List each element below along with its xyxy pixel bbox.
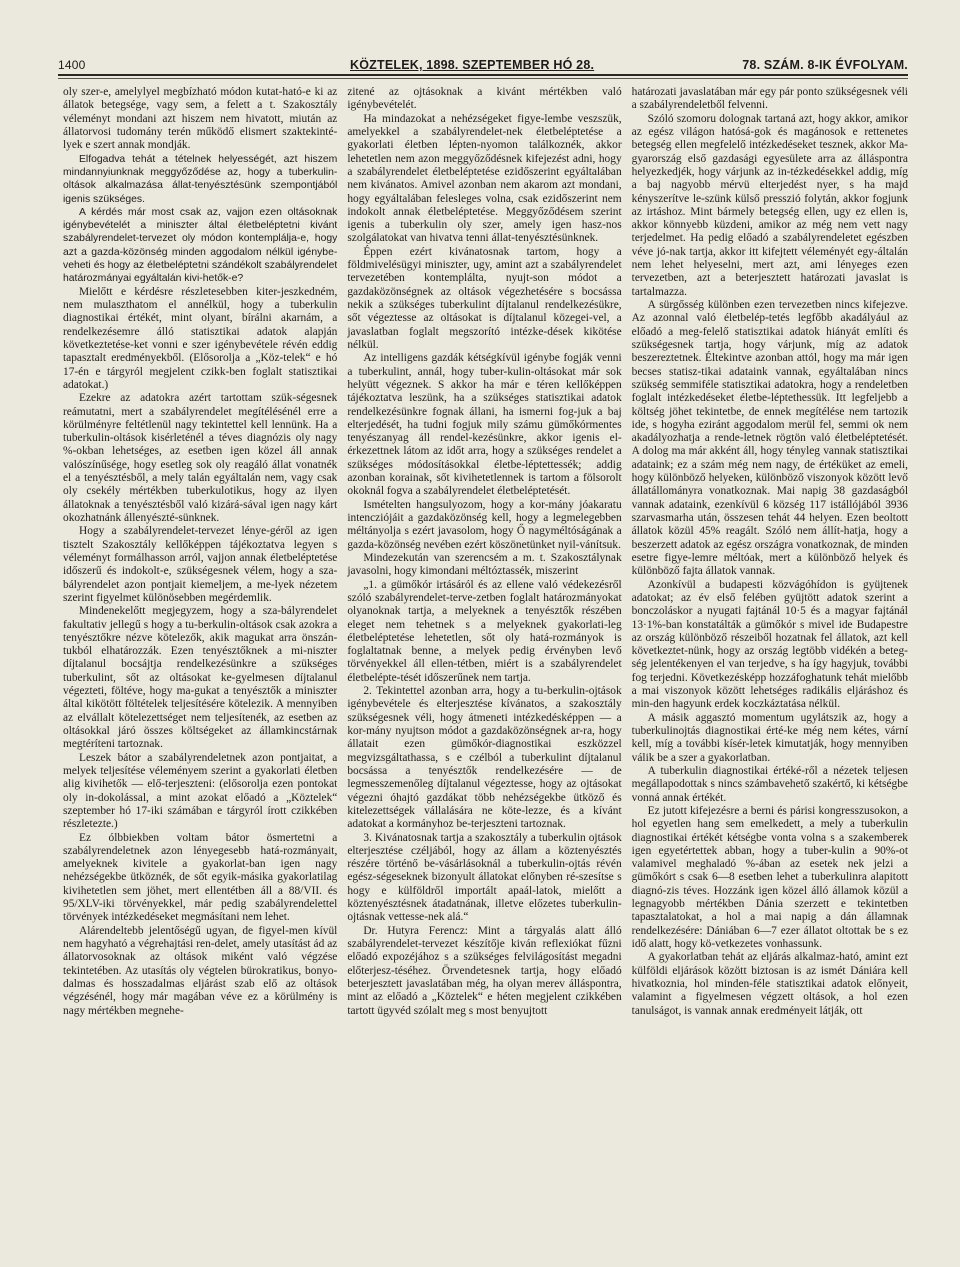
paragraph: A sürgősség különben ezen tervezetben nincs kifejezve. Az azonnal való életbelép-tetés legfőbb akadályául az előadó a meg-felelő statisztikai adatok hiányát említi és szükségesnek tartja, hogy várjunk, míg az adatok beszereztetnek. Éltekintve azonban attól, hogy ma már igen becses statisz-tikai adataink vannak, egyáltalában nincs szükség semmiféle statisztikai adatokra, hogy a rendeletben foglalt intézkedéseket életbe-léptethessük. Itt legfeljebb a költség jöhet tekintetbe, de ennek megítélése nem tartozik ide, s hogyha eziránt aggodalom merül fel, semmi ok nem akadályozhatja a rende-letnek rögtön való életbeléptetését. A dolog ma már akként áll, hogy tényleg vannak statisztikai adataink; ez a szám még nem nagy, de értéküket az emeli, hogy különböző helyeken, különböző viszonyok között levő állatállományra vonatkoznak. Mai napig 38 gazdaságból vannak adataink, ezenkívül 6 község 117 istállójából 3936 szarvasmarha után, összesen tehát 44 helyen. Ezen beoltott állatok közül 45% reagált. Szóló nem állít-hatja, hogy a beszerzett adatok az egész országra vonatkoznak, de minden esetre figye-lemre méltóak, mert a különböző helyek és különböző fajta állatok vannak. (631, 299, 908, 578)
text-column-middle (347, 86, 621, 1256)
paragraph: határozati javaslatában már egy pár ponto szükségesnek véli a szabályrendeletből felvenni. (631, 86, 908, 112)
paragraph: Ez ólbbiekben voltam bátor ösmertetni a szabályrendeletnek azon lényegesebb hatá-rozmányait, amelyeknek kivitele a gyakorlat-ban igen nagy nehézségekbe ütköznék, de sőt egyik-másika gyakorlatilag kivihetetlen sem jöhet, mert ellentétben áll a 88/VII. és 95/XLV-iki törvényekkel, már pedig szabályrendelettel törvények intézkedéseket megmásítani nem lehet. (63, 831, 338, 924)
paragraph: A kérdés már most csak az, vajjon ezen oltásoknak igénybevételét a miniszter által életbeléptetni kivánt szabályrendelet-tervezet oly módon kontemplálja-e, hogy azt a gazda-közönség minden aggodalom nélkül igénybe-veheti és hogy az életbeléptetni szándékolt szabályrendelet határozmányai egyáltalán kivi-hetők-e? (63, 206, 338, 285)
paragraph: Mindezekután van szerencsém a m. t. Szakosztálynak javasolni, hogy kimondani méltóztassék, miszerint (347, 551, 622, 578)
paragraph: oly szer-e, amelylyel megbízható módon kutat-ható-e ki az állatok betegsége, vagy sem, a felett a t. Szakosztály véleményt mondani azt hiszem nem hivatott, miután az állatorvosi tudomány terén működő elismert szaktekinté-lyek e szert annak mondják. (63, 86, 338, 152)
paragraph: Hogy a szabályrendelet-tervezet lénye-géről az igen tisztelt Szakosztály kellőképpen tájékoztatva legyen s véleményt formálhasson arról, vajjon annak életbeléptetése időszerű és indokolt-e, szükségesnek vélem, hogy a sza-bályrendelet azon pontjait kiemeljem, a me-lyek nézetem szerint figyelmet különösebben megérdemlik. (63, 525, 338, 604)
paragraph: Az intelligens gazdák kétségkívül igénybe fogják venni a tuberkulint, annál, hogy tuber-kulin-oltásokat már sok helyütt végeznek. S akkor ha már e téren kellőképpen tájékoztatva leszünk, ha a szükséges statisztikai adatok rendelkezésünkre fognak állani, ha ismerni fog-juk a baj elterjedését, ha tudni fogjuk mily számu gümőkórmentes tenyészanyag áll rendel-kezésünkre, akkor igenis el-érkezettnek látom az időt arra, hogy a szükséges rendelet a szükséges módosításokkal életbe-léptettessék; addig azonban korainak, sőt kivihetetlennek is tartom a fölsorolt okoknál fogva a szabályrendelet életbeléptetését. (347, 352, 622, 498)
paragraph: Szóló szomoru dolognak tartaná azt, hogy akkor, amikor az egész világon hatósá-gok és magánosok e rettenetes betegség ellen megfelelő intézkedéseket tesznek, akkor Ma-gyarország első gazdasági egyesülete arra az álláspontra helyezkedjék, hogy várjunk az in-tézkedésekkel addig, míg a baj nagyobb mérvü elterjedést nyer, s ha majd kényszerítve le-szünk külső presszió folytán, akkor fogjunk az irtáshoz. Mint bármely betegség ellen, ugy ez ellen is, akkor könnyebb küzdeni, amikor az még nem vett nagy terjedelmet. Ha pedig előadó a szabályrendeletet egészben véve jó-nak tartja, akkor itt kifejtett véleményét egy-általán nem lehet helyeselni, mert azt, ami lényeges ezen tervezetben, azt a beterjesztett határozati javaslat is tartalmazza. (631, 112, 908, 298)
paragraph: A tuberkulin diagnostikai értéké-ről a nézetek teljesen megállapodottak s nincs számbavehető szakértő, ki kétségbe vonná annak értékét. (631, 764, 908, 804)
paragraph: zitené az ojtásoknak a kivánt mértékben való igénybevételét. (347, 86, 622, 112)
publication-title: KÖZTELEK, 1898. SZEPTEMBER HÓ 28. (350, 58, 595, 72)
paragraph: Leszek bátor a szabályrendeletnek azon pontjaitat, a melyek teljesítése véleményem szerint a gyakorlati életben alig kivihetők — elő-terjeszteni: (elősorolja ezen pontokat oly in-dokolással, a mint azokat előadó a „Köztelek“ szeptember hó 17-iki számában e tárgyról írott czikkében részletezte.) (63, 751, 338, 831)
issue-label: 78. SZÁM. 8-IK ÉVFOLYAM. (742, 58, 908, 72)
header-rule (58, 74, 908, 76)
article-columns (63, 86, 908, 1256)
paragraph: Dr. Hutyra Ferencz: Mint a tárgyalás alatt álló szabályrendelet-tervezet készítője kiván reflexiókat fűzni előadó expozéjához s a szükséges felvilágosítást megadni előterjesz-téséhez. Örvendetesnek tartja, hogy előadó beterjesztett javaslatában még, ha olyan merev álláspontra, mint az előadó a „Köztelek“ e héten megjelent czikkében tartott ügyvéd szólalt meg s most benyujtott (347, 924, 622, 1017)
paragraph: Ha mindazokat a nehézségeket figye-lembe veszszük, amelyekkel a szabályrendelet-nek életbeléptetése a gyakorlati életben lépten-nyomon találkoznék, akkor lehetetlen nem azon meggyőződésnek kifejezést adni, hogy a szabályrendelet életbeléptetése ezidőszerint egyáltalában nem kivánatos. Amivel azonban nem akarom azt mondani, hogy egyáltalában felesleges volna, csak ezidőszerint nem indokolt annak életbeléptetése. Meggyőződésem szerint igenis a tuberkulin oly szer, amely igen hasz-nos szolgálatokat van hivatva tenni állat-tenyésztésünknek. (347, 112, 622, 245)
page-number: 1400 (58, 58, 86, 72)
paragraph: Éppen ezért kivánatosnak tartom, hogy a földmivelésügyi miniszter, ugy, amint azt a szabályrendelet tervezetében kontemplálta, nyujt-son módot a gazdaközönségnek az oltások végezhetésére s bocsássa nekik a szükséges tuberkulint díjtalanul rendelkezésükre, sőt végeztesse az oltásokat is díjtalanul közegei-vel, a javaslatban foglalt megszorító intézke-dések kikötése nélkül. (347, 245, 622, 351)
paragraph: 2. Tekintettel azonban arra, hogy a tu-berkulin-ojtások igénybevétele és elterjesztése kívánatos, a szakosztály szükségesnek véli, hogy átmeneti intézkedésképpen — a kor-mány nyujtson módot a gazdaközönségnek ar-ra, hogy állatait ezen gümőkór-diagnostikai eszközzel megvizsgáltathassa, s e czélból a tuberkulint díjtalanul bocsássa a tenyésztők rendelkezésére — de legmesszemenőleg díjtalanul végeztesse, hogy az ojtásokat végezni óhajtó gazdákat több nehézségekbe ütköző és kitelezettségek vállalására ne köte-lezze, és a kívánt adatokat a kormányhoz be-terjeszteni tartoznak. (347, 685, 622, 831)
paragraph: Elfogadva tehát a tételnek helyességét, azt hiszem mindannyiunknak meggyőződése az, hogy a tuberkulin-oltások alkalmazása állat-tenyésztésünk szempontjából igenis szükséges. (63, 153, 338, 205)
text-column-right (632, 86, 908, 1256)
paragraph: A másik aggasztó momentum ugylátszik az, hogy a tuberkulinojtás diagnostikai érté-ke még nem kétes, vární kell, míg a további kísér-letek kimutatják, hogy mennyiben válik be a szer a gyakorlatban. (631, 711, 908, 764)
paragraph: Ez jutott kifejezésre a berni és párisi kongresszusokon, a hol egyetlen hang sem emelkedett, a mely a tuberkulin diagnostikai értékét kétségbe vonta volna s a szakemberek igen egyetértettek abban, hogy a tuber-kulin a 90%-ot valamivel meghaladó %-ában az esetek nek jelzi a gümőkórt s csak 6—8 esetben lehet a tuberkulinra alapitott diagnó-zis téves. Hozzánk igen közel álló államok közül a legnagyobb mértékben Dánia szerzett e tekintetben tapasztalatokat, a hol a mai napig a dán államnak rendelkezésére: Dániában 6—7 ezer állatot oltottak be s ez idő alatt, hogy kö-vetkezetes vonhassunk. (631, 804, 908, 950)
paragraph: „1. a gümőkór irtásáról és az ellene való védekezésről szóló szabályrendelet-terve-zetben foglalt határozmányokat olyanoknak tartja, a melyeknek a tenyésztők részében eleget nem tehetnek s a melyeknek gyakorlati-leg életbeléptetése lehetetlen, sőt oly hatá-rozmányok is foglaltatnak benne, a melyek pedig érvényben levő törvényekkel áll ellen-tétben, miért is a szabályrendelet életbelépte-tését időszerűnek nem tartja. (347, 578, 622, 684)
paragraph: 3. Kivánatosnak tartja a szakosztály a tuberkulin ojtások elterjesztése czéljából, hogy az állam a köztenyésztés részére történő be-vásárlásoknál a tuberkulin-ojtás révén egész-ségeseknek bizonyult állatokat előnyben ré-szesítse s hogy e külföldről importált apaál-latok, mielőtt a köztenyésztésnek átadatnának, illetve előzetes tuberkulin-ojtásnak vettesse-nek alá.“ (347, 831, 622, 924)
paragraph: Mindenekelőtt megjegyzem, hogy a sza-bályrendelet fakultativ jellegű s hogy a tu-berkulin-oltások csak azokra a tenyésztőkre nézve kötelezők, akik magukat arra önszán-tukból elhatározzák. Ezen tenyésztőknek a mi-niszter díjtalanul bocsájtja rendelkezésünkre a szükséges tuberkulint, sőt az oltásokat ke-gyelmesen díjtalanul végezteti, föltéve, hogy ma-gukat a tenyésztők a miniszter által kikötött föltételek teljesítésére kötelezik. A mennyiben az elvállalt kötelezettséget nem teljesítenék, az esetben az oltásokkal járó összes költségeket az államkincstárnak megtéríteni tartoznak. (63, 605, 338, 751)
paragraph: Ezekre az adatokra azért tartottam szük-ségesnek reámutatni, mert a szabályrendelet megítélésénél erre a körülményre feltétlenül nagy tekintettel kell lennünk. Ha a tuberkulin-oltások kisérleténél a téves diagnózis oly nagy %-okban lehetséges, az esetben igen közel áll annak valószínűsége, hogy esetleg sok oly reagáló állat vonatnék el a tenyésztésből, a mely talán egyáltalán nem, vagy csak oly csekély mértékben tuberkulotikus, hogy az ilyen állatoknak a tenyésztésből való kizárá-sával igen nagy kárt okozhatnánk állenyészté-sünknek. (63, 392, 338, 524)
paragraph: Ismételten hangsulyozom, hogy a kor-mány jóakaratu intencziójáit a gazdaközönség kell, hogy a legmelegebben méltányolja s ezért javasolom, hogy Ő nagyméltóságának a gazda-közönség nevében ezért köszönetünket nyil-vánítsuk. (347, 498, 622, 551)
header-rule-thin (58, 78, 908, 79)
paragraph: A gyakorlatban tehát az eljárás alkalmaz-ható, amint ezt külföldi eljárások között biztosan is az ismét Dániára kell hivatkoznia, hol minden-féle statisztikai adatok előnyeit, valamint a figyelmesen végzett oltások, a hol ezen tanulságot, is vannak annak eredményeit látják, ott (631, 951, 908, 1017)
paragraph: Mielőtt e kérdésre részletesebben kiter-jeszkedném, nem mulaszthatom el annélkül, hogy a tuberkulin diagnostikai értékét, mint olyant, bírálni akarnám, a rendelkezésemre álló statisztikai adatok alapján következtetése-ket vonni e szer igénybevétele révén eddig tapasztalt eredményekből. (Elősorolja a „Köz-telek“ e hó 17-én e tárgyról megjelent czikk-ben foglalt statisztikai adatokat.) (63, 285, 338, 391)
paragraph: Azonkívül a budapesti közvágóhídon is gyüjtenek adatokat; az év első felében gyüjtött adatok szerint a bonczoláskor a nyugati fajtánál 10·5 és a magyar fajtánál 13·1%-ban konstatálták a gümőkór s mivel ide Budapestre az ország különböző részeiből hozatnak fel állatok, azt kell következtet-nünk, hogy az ország legtöbb vidékén a beteg-ség jelentékenyen el van terjedve, s ha így hagyjuk, további fog terjedni. Következésképp hozzáfoghatunk tehát mielőbb a mai viszonyok között lehetséges radikális eljáráshoz és min-den hagyunk erdek koczkáztatása nélkül. (631, 578, 908, 711)
paragraph: Alárendeltebb jelentőségű ugyan, de figyel-men kívül nem hagyható a végrehajtási ren-delet, amely utasítást ád az állatorvosoknak az oltások miként való végzése tekintetében. Az utasítás oly végtelen bürokratikus, bonyo-dalmas és hosszadalmas eljárást szab elő az oltások végzésénél, hogy már magában véve ez a körülmény is nagy mértékben megnehe- (63, 924, 338, 1017)
text-column-left (63, 86, 337, 1256)
